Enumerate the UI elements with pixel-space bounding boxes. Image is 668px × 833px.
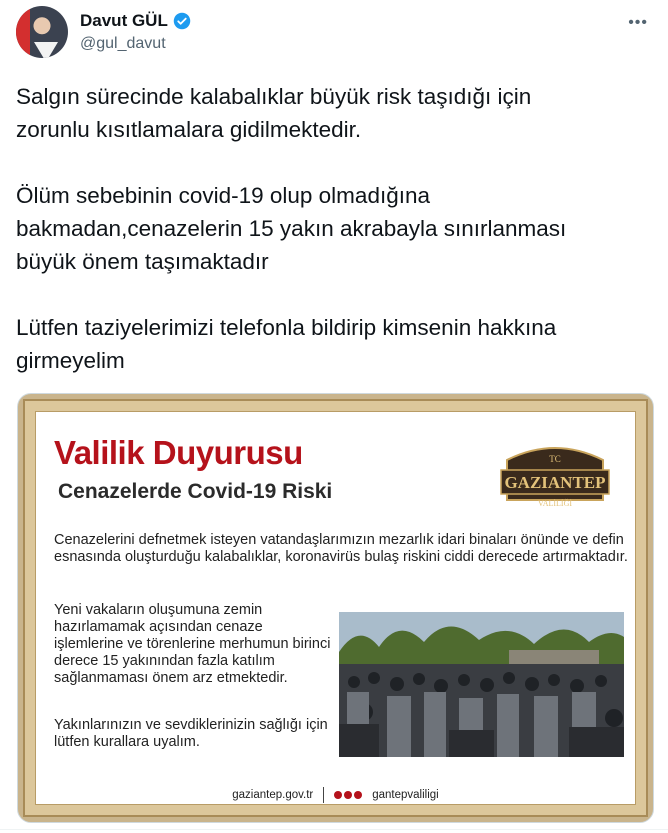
website-text: gaziantep.gov.tr bbox=[232, 789, 314, 801]
logo-top-text: TC bbox=[549, 454, 561, 464]
avatar[interactable] bbox=[16, 6, 68, 58]
logo-bottom-text: VALİLİĞİ bbox=[537, 499, 573, 508]
logo-main-text: GAZIANTEP bbox=[504, 473, 606, 492]
flag-decoration bbox=[16, 6, 30, 58]
footer-divider bbox=[323, 787, 324, 803]
social-icon bbox=[344, 791, 352, 799]
tweet-paragraph: Lütfen taziyelerimizi telefonla bildirip kimsenin hakkına girmeyelim bbox=[16, 315, 557, 373]
announcement-frame bbox=[23, 399, 648, 817]
social-icon bbox=[354, 791, 362, 799]
crowd-photo bbox=[339, 612, 624, 757]
announcement-subtitle: Cenazelerde Covid-19 Riski bbox=[58, 480, 333, 503]
gaziantep-logo bbox=[497, 442, 613, 512]
announcement-paragraph: Yakınlarınızın ve sevdiklerinizin sağlığı için lütfen kurallara uyalım. bbox=[54, 717, 328, 750]
more-options-icon[interactable]: ••• bbox=[628, 14, 648, 31]
social-icons bbox=[334, 791, 362, 799]
announcement-panel bbox=[35, 411, 636, 805]
verified-badge-icon bbox=[173, 12, 191, 30]
social-icon bbox=[334, 791, 342, 799]
tweet-paragraph: Ölüm sebebinin covid-19 olup olmadığına bakmadan,cenazelerin 15 yakın akrabayla sınırlanması büyük önem taşımaktadır bbox=[16, 183, 567, 274]
avatar-shirt bbox=[34, 42, 58, 58]
announcement-paragraph: Cenazelerini defnetmek isteyen vatandaşlarımızın mezarlık idari binaları önünde ve defin esnasında oluşturduğu kalabalıklar, koronavirüs bulaş riskini ciddi derecede artırmaktadır. bbox=[54, 532, 628, 565]
announcement-title: Valilik Duyurusu bbox=[54, 434, 303, 471]
announcement-footer bbox=[36, 785, 635, 805]
author-name[interactable]: Davut GÜL bbox=[80, 11, 168, 30]
social-handle-text: gantepvaliligi bbox=[372, 789, 439, 801]
author-name-row[interactable] bbox=[80, 11, 191, 31]
tweet-text bbox=[16, 80, 646, 410]
author-handle[interactable]: @gul_davut bbox=[80, 35, 166, 52]
tweet-paragraph: Salgın sürecinde kalabalıklar büyük risk taşıdığı için zorunlu kısıtlamalara gidilmektedir. bbox=[16, 84, 532, 142]
announcement-paragraph: Yeni vakaların oluşumuna zemin hazırlamamak açısından cenaze işlemlerine ve törenlerine merhumun birinci derece 15 yakınından fazla katılım sağlanmaması önem arz etmektedir. bbox=[54, 602, 331, 686]
divider bbox=[0, 829, 668, 830]
tweet-media-image[interactable] bbox=[17, 393, 654, 823]
